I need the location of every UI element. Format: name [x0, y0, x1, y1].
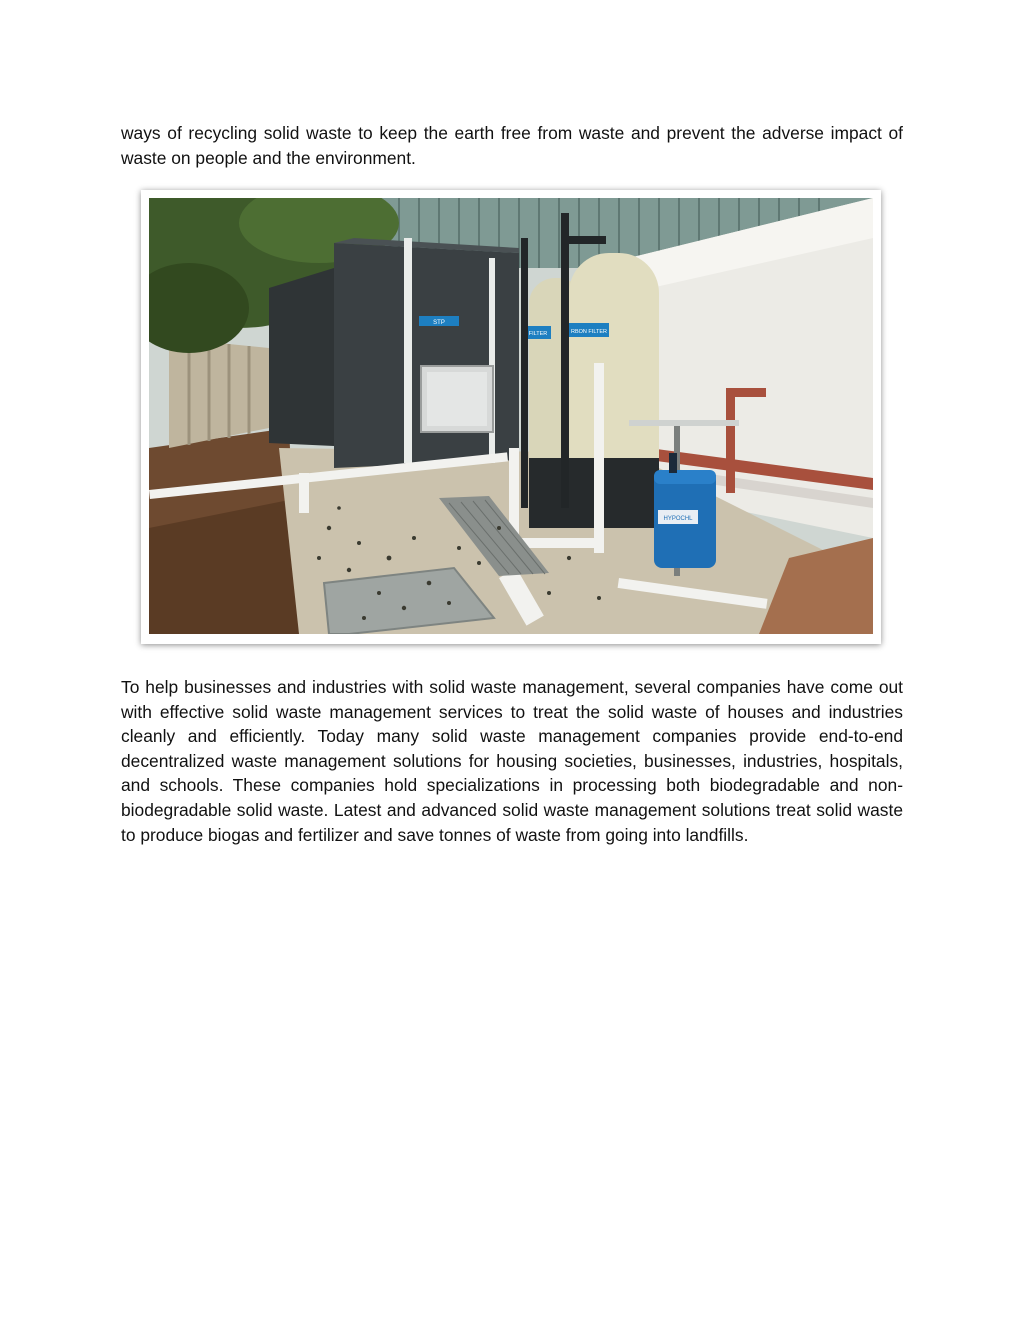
- stp-label: STP: [433, 320, 445, 326]
- intro-paragraph: ways of recycling solid waste to keep the earth free from waste and prevent the adverse impact of waste on people and the environment.: [121, 123, 903, 168]
- treatment-plant-photo: [141, 190, 881, 644]
- filter-label-left: FILTER: [528, 331, 548, 337]
- filter-label-right: RBON FILTER: [571, 329, 607, 335]
- services-paragraph: To help businesses and industries with solid waste management, several companies have come out with effective solid waste management services to treat the solid waste of houses and industries cleanly and efficiently. Today many solid waste management companies provide end-to-end decentralized waste management solutions for housing societies, businesses, industries, hospitals, and schools. These companies hold specializations in processing both biodegradable and non-biodegradable solid waste. Latest and advanced solid waste management solutions treat solid waste to produce biogas and fertilizer and save tonnes of waste from going into landfills.: [121, 677, 903, 845]
- photo-illustration: [149, 198, 873, 634]
- drum-label: HYPOCHL: [663, 516, 693, 522]
